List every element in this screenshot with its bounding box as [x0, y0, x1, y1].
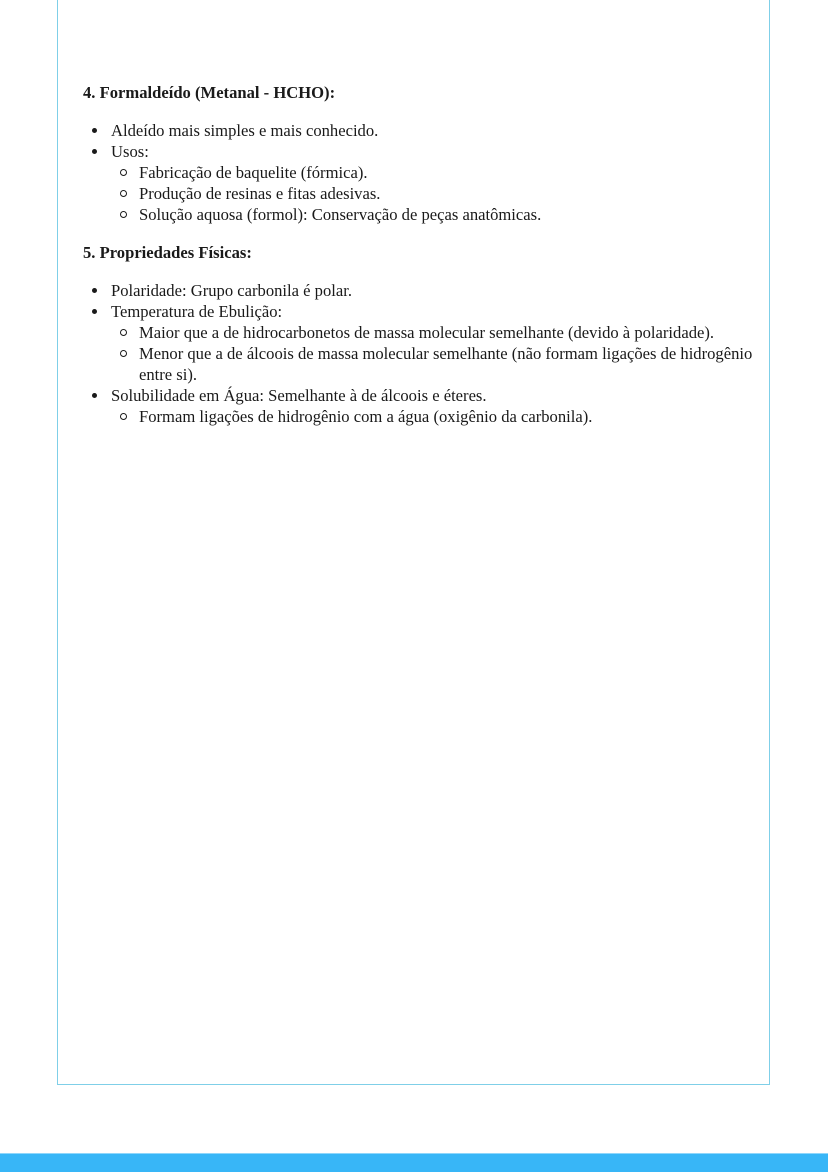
list-item-text: Polaridade: Grupo carbonila é polar.	[111, 281, 352, 300]
hollow-bullet-icon	[120, 169, 127, 176]
sub-bullet-list	[111, 322, 763, 385]
list-item	[83, 301, 763, 385]
bullet-icon	[92, 149, 97, 154]
hollow-bullet-icon	[120, 350, 127, 357]
sub-list-item-text: Produção de resinas e fitas adesivas.	[139, 184, 381, 203]
list-item-text: Solubilidade em Água: Semelhante à de álcoois e éteres.	[111, 386, 487, 405]
sub-list-item	[111, 322, 763, 343]
sub-list-item	[111, 162, 763, 183]
list-item-text: Aldeído mais simples e mais conhecido.	[111, 121, 379, 140]
sub-list-item	[111, 204, 763, 225]
sub-list-item-text: Fabricação de baquelite (fórmica).	[139, 163, 368, 182]
sub-bullet-list	[111, 162, 763, 225]
list-item	[83, 141, 763, 225]
bullet-icon	[92, 393, 97, 398]
section-formaldeido	[83, 82, 763, 225]
hollow-bullet-icon	[120, 190, 127, 197]
bottom-accent-bar	[0, 1153, 828, 1172]
sub-list-item	[111, 343, 763, 385]
document-content	[83, 82, 763, 427]
bullet-list	[83, 280, 763, 427]
section-title: 4. Formaldeído (Metanal - HCHO):	[83, 83, 336, 102]
list-item	[83, 280, 763, 301]
list-item	[83, 120, 763, 141]
sub-list-item-text: Maior que a de hidrocarbonetos de massa molecular semelhante (devido à polaridade).	[139, 323, 715, 342]
sub-list-item	[111, 183, 763, 204]
hollow-bullet-icon	[120, 413, 127, 420]
bullet-icon	[92, 288, 97, 293]
section-title: 5. Propriedades Físicas:	[83, 243, 252, 262]
list-item	[83, 385, 763, 427]
hollow-bullet-icon	[120, 211, 127, 218]
section-propriedades-fisicas	[83, 242, 763, 427]
bullet-list	[83, 120, 763, 225]
sub-list-item-text: Menor que a de álcoois de massa molecular semelhante (não formam ligações de hidrogênio entre si).	[139, 344, 753, 384]
list-item-text: Usos:	[111, 142, 149, 161]
list-item-text: Temperatura de Ebulição:	[111, 302, 283, 321]
sub-list-item	[111, 406, 763, 427]
bullet-icon	[92, 128, 97, 133]
sub-list-item-text: Formam ligações de hidrogênio com a água (oxigênio da carbonila).	[139, 407, 593, 426]
sub-list-item-text: Solução aquosa (formol): Conservação de peças anatômicas.	[139, 205, 542, 224]
bullet-icon	[92, 309, 97, 314]
hollow-bullet-icon	[120, 329, 127, 336]
sub-bullet-list	[111, 406, 763, 427]
